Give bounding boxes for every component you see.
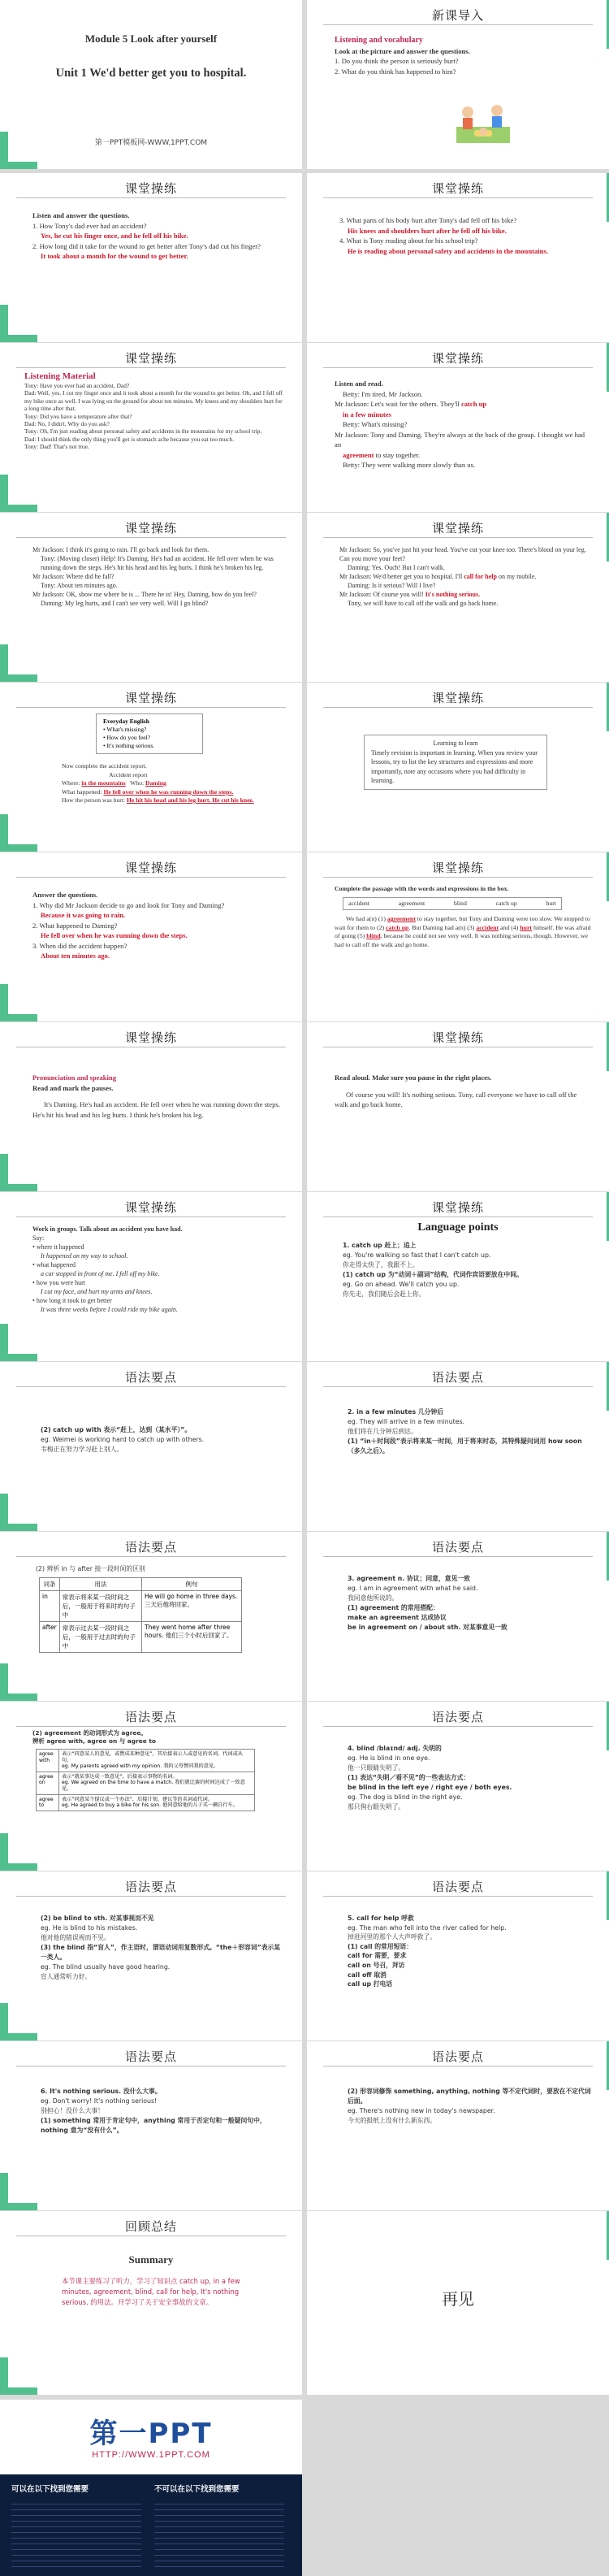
table-cell: agree to (37, 1794, 59, 1811)
accent-bar (0, 2203, 37, 2210)
table-row (37, 1772, 255, 1794)
ad-link-list[interactable] (154, 2499, 284, 2569)
word: hurt (546, 899, 556, 907)
slide-grammar-in-a-few-minutes (307, 1362, 609, 1531)
dialogue-line: Mr Jackson: Of course you will! It's nothing serious. (339, 591, 481, 598)
blank-answer: hurt (520, 923, 532, 931)
answer: His knees and shoulders hurt after he fell off his bike. (348, 226, 507, 235)
divider (16, 1726, 286, 1727)
answer: About ten minutes ago. (41, 952, 110, 960)
heading: Language points (417, 1221, 499, 1234)
slide-title-text: 语法要点 (124, 1540, 177, 1555)
point: (2) agreement 的动词形式为 agree。 (32, 1729, 147, 1737)
translation: 你先走，我们随后会赶上你。 (343, 1290, 425, 1298)
point: (2) catch up with 表示“赶上，达到（某水平）”。 (41, 1426, 192, 1433)
dialogue-line: Tony: Did you have a temperature after that? (24, 412, 132, 420)
slide-complete-passage (307, 852, 609, 1021)
instruction: Listen and read. (335, 379, 383, 388)
table-cell: agree on (37, 1772, 59, 1794)
instruction: Work in groups. Talk about an accident you have had. (32, 1225, 183, 1233)
divider (16, 1216, 286, 1217)
phrase: • How do you feel? (103, 734, 151, 741)
module-title: Module 5 Look after yourself (84, 33, 218, 45)
point: (3) the blind 指“盲人”，作主语时，谓语动词用复数形式。“the＋形容词”表示某一类人。 (41, 1944, 281, 1961)
point: 4. blind /blaɪnd/ adj. 失明的 (348, 1745, 442, 1752)
slide-title-text: 课堂操练 (431, 1200, 484, 1215)
key-phrase: It's nothing serious. (425, 591, 481, 598)
goodbye-text: 再见 (442, 2289, 474, 2309)
bullet: • how you were hurt (32, 1279, 86, 1286)
site-logo: 第一PPT (89, 2418, 213, 2450)
accent-bar (0, 505, 37, 512)
slide-grammar-the-blind (0, 1871, 302, 2040)
example: eg. There's nothing new in today's newspaper. (348, 2107, 495, 2114)
example: eg. He is blind to his mistakes. (41, 1924, 138, 1932)
everyday-english-box (96, 713, 203, 754)
bullet: • what happened (32, 1261, 76, 1268)
table-row (40, 1622, 242, 1653)
slide-title-text: 课堂操练 (124, 861, 177, 875)
divider (323, 1386, 593, 1387)
table-header-row (40, 1578, 242, 1591)
slide-title-text: 语法要点 (124, 1370, 177, 1385)
ad-right-title: 不可以在以下找到您需要 (154, 2485, 240, 2494)
divider (16, 537, 286, 538)
dialogue-line: Daming: Is it serious? Will I live? (348, 582, 436, 589)
slide-title-text: 课堂操练 (431, 181, 484, 196)
point: be blind in the left eye / right eye / both eyes. (348, 1784, 512, 1791)
divider (323, 1896, 593, 1897)
slide-listening-q1 (0, 173, 302, 342)
summary-text: 本节课主要练习了听力，学习了知识点 catch up, in a few minutes, agreement, blind, call for help, It's nothing serious. 的用法。开学习了关于安全事故的文章。 (62, 2277, 240, 2306)
slide-grammar-agreement (307, 1532, 609, 1701)
slide-title-text: 课堂操练 (124, 181, 177, 196)
point: 6. It's nothing serious. 没什么大事。 (41, 2088, 162, 2095)
slide-listen-read-3 (307, 513, 609, 682)
table-header: 例句 (142, 1578, 242, 1591)
point: 5. call for help 呼救 (348, 1915, 414, 1922)
key-phrase: catch up (460, 400, 487, 408)
ad-left-title: 可以在以下找到您需要 (11, 2485, 89, 2494)
question: 2. How long did it take for the wound to get better after Tony's dad cut his finger? (32, 241, 261, 250)
slide-lead-in (307, 0, 609, 169)
key-phrase: agreement (343, 450, 374, 459)
blank-answer: accident (476, 923, 499, 931)
learning-box (364, 735, 547, 790)
slide-grammar-blind (307, 1702, 609, 1871)
question: 3. When did the accident happen? (32, 941, 127, 950)
divider (16, 1896, 286, 1897)
instruction: Answer the questions. (32, 891, 98, 899)
heading: Listening Material (24, 371, 96, 381)
table-cell: They went home after three hours. 他们三个小时后回家了。 (142, 1622, 242, 1653)
slide-title-text: 课堂操练 (124, 1030, 177, 1045)
slide-grammar-agree (0, 1702, 302, 1871)
word: agreement (398, 899, 425, 907)
divider (323, 1726, 593, 1727)
phrase: • What's missing? (103, 726, 147, 733)
slide-grammar-in-vs-after (0, 1532, 302, 1701)
accent-bar (0, 844, 37, 852)
example: eg. They will arrive in a few minutes. (348, 1418, 465, 1425)
word: catch up (495, 899, 517, 907)
translation: 你走得太快了，我跟不上。 (343, 1261, 419, 1268)
slide-title-text: 语法要点 (431, 1710, 484, 1724)
point: 3. agreement n. 协议；同意，意见一致 (348, 1575, 470, 1582)
slide-title-text: 语法要点 (431, 2049, 484, 2064)
translation: 他对他的错误视而不见。 (41, 1934, 110, 1941)
instruction: Complete the passage with the words and expressions in the box. (335, 885, 509, 892)
slide-title-text: 语法要点 (124, 1710, 177, 1724)
slide-title-text: 课堂操练 (124, 521, 177, 536)
word-box (343, 897, 562, 911)
slide-read-aloud (307, 1022, 609, 1191)
accent-bar (0, 1863, 37, 1871)
answer: It took about a month for the wound to get better. (41, 252, 188, 260)
table-cell: 常表示过去某一段时间之后，一般用于过去时的句子中 (59, 1622, 141, 1653)
example: It was three weeks before I could ride my bike again. (41, 1306, 178, 1313)
example: I cut my face, and hurt my arms and knees. (41, 1288, 153, 1295)
slide-title-text: 课堂操练 (431, 861, 484, 875)
phrase: call up 打电话 (348, 1980, 393, 1988)
slide-listen-read-1 (307, 343, 609, 512)
translation: 我同意他所说的。 (348, 1594, 399, 1602)
slide-title-text: 语法要点 (431, 1880, 484, 1894)
table-cell: agree with (37, 1750, 59, 1772)
slide-listening-q2 (307, 173, 609, 342)
point: (1) 表达“失明／看不见”的一些表达方式： (348, 1774, 470, 1781)
table-cell: after (40, 1622, 60, 1653)
accent-bar (0, 1014, 37, 1021)
example: It happened on my way to school. (41, 1252, 128, 1260)
dialogue-line: Tony: Dad! That's not true. (24, 443, 89, 451)
report-title: Accident report (109, 770, 148, 778)
divider (16, 1386, 286, 1387)
point: (2) be blind to sth. 对某事视而不见 (41, 1915, 154, 1922)
slide-title-text: 课堂操练 (124, 691, 177, 705)
bullet: • how long it took to get better (32, 1297, 112, 1304)
point: (1) something 常用于肯定句中，anything 常用于否定句和一般疑问句中，nothing 意为“没有什么”。 (41, 2117, 266, 2134)
dialogue-line: Mr Jackson: Let's wait for the others. They'll catch up (335, 400, 487, 408)
dialogue-line: Betty: They were walking more slowly than us. (343, 461, 476, 469)
divider (323, 1556, 593, 1557)
instruction: Now complete the accident report. (62, 762, 147, 770)
table-cell: 表示“同意某个提议或一个办法”，后接计划、建议等的名词或代词。 eg. He agreed to buy a bike for his son. 他同意给他的儿子买一辆自行车。 (59, 1794, 255, 1811)
site-link[interactable]: 第一PPT模板网-WWW.1PPT.COM (94, 139, 208, 147)
key-phrase: in a few minutes (343, 410, 391, 418)
point: (2) 辨析 in 与 after 接一段时间的区别 (36, 1565, 145, 1572)
table-cell: 表示“就某事达成一致意见”，后接表示事物的名词。 eg. We agreed on the time to have a match. 我们就比赛的时间达成了一致意见。 (59, 1772, 255, 1794)
point: 辨析 agree with, agree on 与 agree to (32, 1737, 156, 1745)
key-phrase: call for help (464, 573, 497, 580)
dialogue-line: Tony, we will have to call off the walk and go back home. (348, 600, 499, 607)
slide-learning-to-learn (307, 683, 609, 852)
question: 4. What is Tony reading about for his school trip? (339, 236, 478, 245)
example: eg. He is blind in one eye. (348, 1754, 430, 1762)
translation: 那只狗右眼失明了。 (348, 1803, 405, 1811)
answer: Because it was going to rain. (41, 911, 126, 919)
accent-bar (0, 1184, 37, 1191)
dialogue-line: Dad: I should think the only thing you'll get is stomach ache because you eat too much. (24, 435, 235, 443)
answer: He is reading about personal safety and accidents in the mountains. (348, 246, 548, 255)
example: a car stopped in front of me. I fell off my bike. (41, 1270, 160, 1277)
question: 2. What happened to Daming? (32, 921, 118, 930)
slide-title-text: 语法要点 (124, 1880, 177, 1894)
slide-summary (0, 2211, 302, 2395)
instruction: Listen and answer the questions. (32, 211, 130, 219)
dialogue-line: Mr Jackson: Where did he fall? (32, 573, 114, 580)
word: blind (453, 899, 467, 907)
table-cell: 表示“同意某人的意见，或赞成某种意见”，其后接表示人或意见的名词、代词或从句。 eg. My parents agreed with my opinion. 我的父母赞同我的意见。 (59, 1750, 255, 1772)
slide-title-text: 课堂操练 (431, 521, 484, 536)
instruction: Look at the picture and answer the questions. (335, 46, 470, 55)
slide-title-text: 课堂操练 (431, 1030, 484, 1045)
answer: He fell over when he was running down the steps. (41, 931, 188, 939)
dialogue-line: Dad: Well, yes. I cut my finger once and it took about a month for the wound to get better. Oh, and I fell off my bike once as well. I was lying on the ground for about ten minutes. My knees and my shoulders hurt for a long time after that. (24, 389, 283, 413)
divider (16, 707, 286, 708)
table-cell: He will go home in three days. 三天后他将回家。 (142, 1591, 242, 1622)
phrase: call on 号召，拜访 (348, 1961, 405, 1969)
comparison-table (39, 1577, 242, 1653)
table-cell: in (40, 1591, 60, 1622)
example: eg. You're walking so fast that I can't catch up. (343, 1251, 491, 1259)
dialogue-line: agreement to stay together. (343, 450, 421, 459)
heading: Pronunciation and speaking (32, 1073, 116, 1082)
collocation: be in agreement on / about sth. 对某事意见一致 (348, 1624, 508, 1631)
passage: We had a(n) (1) agreement to stay together, but Tony and Daming were too slow. We stopped to wait for them to (2) catch up. But Daming had a(n) (3) accident and (4) hurt himself. He was afraid of going (5) blind, because he could not see very well. It was nothing serious, though. However, we had to call off the walk and go home. (335, 915, 591, 948)
point: 2. in a few minutes 几分钟后 (348, 1408, 444, 1416)
blank-answer: catch up (386, 923, 409, 931)
table-cell: 常表示将来某一段时间之后，一般用于将来时的句子中 (59, 1591, 141, 1622)
slide-title (0, 0, 302, 169)
dialogue-line: Mr Jackson: We'd better get you to hospital. I'll call for help on my mobile. (339, 573, 537, 580)
translation: 盲人通常听力好。 (41, 1973, 92, 1980)
table-row (37, 1750, 255, 1772)
collocation: make an agreement 达成协议 (348, 1614, 447, 1621)
divider (16, 1556, 286, 1557)
slide-title-text: 课堂操练 (124, 1200, 177, 1215)
translation: 他们将在几分钟后到达。 (348, 1428, 417, 1435)
accident-picture (456, 99, 510, 143)
divider (323, 197, 593, 198)
heading: Summary (128, 2253, 174, 2266)
agree-table (36, 1749, 255, 1811)
slide-title-text: 课堂操练 (124, 351, 177, 366)
example: eg. The man who fell into the river called for help. (348, 1923, 507, 1932)
divider (323, 367, 593, 368)
slide-title-text: 回顾总结 (124, 2219, 177, 2234)
table-row (40, 1591, 242, 1622)
phrase: • It's nothing serious. (103, 742, 155, 749)
example: eg. Don't worry! It's nothing serious! (41, 2097, 158, 2105)
heading: Listening and vocabulary (335, 36, 423, 45)
slide-listening-material (0, 343, 302, 512)
example: eg. Weimei is working hard to catch up with others. (41, 1436, 205, 1443)
question: 1. Do you think the person is seriously hurt? (335, 57, 459, 65)
slide-group-work (0, 1192, 302, 1361)
ad-link-list[interactable] (11, 2499, 141, 2569)
example: eg. The blind usually have good hearing. (41, 1963, 171, 1971)
slide-answer-questions (0, 852, 302, 1021)
translation: 今天的报纸上没有什么新东西。 (348, 2117, 437, 2124)
slide-grammar-catch-up-with (0, 1362, 302, 1531)
slide-grammar-nothing-serious (0, 2041, 302, 2210)
example: eg. The dog is blind in the right eye. (348, 1793, 463, 1801)
phrase: call off 取消 (348, 1971, 387, 1979)
accent-bar (0, 1524, 37, 1531)
slide-title-text: 语法要点 (431, 1540, 484, 1555)
word: accident (348, 899, 369, 907)
point: (2) 形容词修饰 something, anything, nothing 等不定代词时，要放在不定代词后面。 (348, 2088, 591, 2105)
site-url[interactable]: HTTP://WWW.1PPT.COM (92, 2450, 210, 2460)
dialogue-line: Tony: Oh, I'm just reading about personal safety and accidents in the mountains for my school trip. (24, 427, 262, 436)
divider (323, 877, 593, 878)
blank-answer: blind (366, 932, 381, 940)
accent-bar (0, 2033, 37, 2040)
divider (16, 877, 286, 878)
translation: 掉进河里的那个人大声呼救了。 (348, 1933, 437, 1941)
divider (323, 537, 593, 538)
accent-bar (0, 162, 37, 169)
footer-ad (0, 2400, 302, 2576)
dialogue-line: Dad: No, I didn't. Why do you ask? (24, 420, 110, 428)
question: 3. What parts of his body hurt after Tony's dad fell off his bike? (339, 216, 517, 224)
instruction: Read and mark the pauses. (32, 1083, 114, 1092)
answer: Yes, he cut his finger once, and he fell off his bike. (41, 232, 188, 240)
report-how: How the person was hurt: He hit his head and his leg hurt. He cut his knee. (62, 796, 254, 804)
table-row (37, 1794, 255, 1811)
box-heading: Learning to learn (433, 739, 478, 747)
slide-listen-read-2 (0, 513, 302, 682)
dialogue-line: Tony: About ten minutes ago. (41, 582, 118, 589)
point: (1) “in＋时间段”表示将来某一时间，用于将来时态，其特殊疑问词用 how soon（多久之后）。 (348, 1438, 582, 1455)
passage: It's Daming. He's had an accident. He fell over when he was running down the steps. He's hit his head and his leg hurts. I think he's broken his leg. (32, 1100, 280, 1119)
accent-bar (0, 335, 37, 342)
accent-bar (0, 1354, 37, 1361)
divider (16, 367, 286, 368)
accent-bar (0, 1693, 37, 1701)
slide-title-text: 课堂操练 (431, 351, 484, 366)
blank-answer: agreement (387, 915, 416, 923)
slide-goodbye (307, 2211, 609, 2395)
dialogue-line: Daming: My leg hurts, and I can't see very well. Will I go blind? (41, 600, 209, 607)
point: (1) call 的常用短语： (348, 1942, 412, 1950)
slide-title-text: 语法要点 (431, 1370, 484, 1385)
divider (323, 1216, 593, 1217)
report-what: What happened: He fell over when he was running down the steps. (62, 787, 234, 796)
dialogue-line: Tony: Have you ever had an accident, Dad? (24, 382, 130, 389)
accent-bar (0, 674, 37, 682)
slide-title-text: 课堂操练 (431, 691, 484, 705)
point: 1. catch up 赶上；追上 (343, 1242, 417, 1249)
dialogue-line: Betty: What's missing? (343, 420, 408, 428)
box-heading: Everyday English (103, 718, 149, 725)
question: 1. How Tony's dad ever had an accident? (32, 221, 147, 230)
question: 2. What do you think has happened to him? (335, 67, 456, 76)
bullet: • where it happened (32, 1243, 84, 1251)
dialogue-line: Mr Jackson: OK, show me where he is ... There he is! Hey, Daming, how do you feel? (32, 591, 257, 598)
dialogue-line: Daming: Yes. Ouch! But I can't walk. (348, 564, 445, 571)
translation: 别担心！没什么大事！ (41, 2107, 104, 2114)
ad-banner (0, 2400, 302, 2474)
example: eg. I am in agreement with what he said. (348, 1585, 478, 1592)
instruction: Read aloud. Make sure you pause in the right places. (335, 1073, 492, 1082)
dialogue-line: Mr Jackson: Tony and Daming. They're always at the back of the group. I thought we had an (335, 430, 585, 449)
slide-title-text: 语法要点 (124, 2049, 177, 2064)
phrase: call for 需要，要求 (348, 1952, 407, 1960)
dialogue-line: Tony: (Moving closer) Help! It's Daming. He's had an accident. He fell over when he was running down the steps. He's hit his head and his leg hurts. I think he's broken his leg. (41, 555, 274, 571)
translation: 韦梅正在努力学习赶上别人。 (41, 1446, 123, 1453)
example: eg. Go on ahead. We'll catch you up. (343, 1281, 460, 1288)
dialogue-line: Betty: I'm tired, Mr Jackson. (343, 389, 423, 398)
question: 1. Why did Mr Jackson decide to go and look for Tony and Daming? (32, 900, 225, 909)
dialogue-line: Mr Jackson: I think it's going to rain. I'll go back and look for them. (32, 546, 209, 553)
table-header: 词条 (40, 1578, 60, 1591)
label: Say: (32, 1234, 45, 1242)
slide-grammar-indefinite-pronouns (307, 2041, 609, 2210)
accent-bar (0, 2387, 37, 2395)
table-header: 用法 (59, 1578, 141, 1591)
dialogue-line: Mr Jackson: So, you've just hit your head. You've cut your knee too. There's blood on your leg. Can you move your feet? (339, 546, 586, 562)
report-where: Where: in the mountains Who: Daming (62, 779, 166, 787)
slide-title-text: 新课导入 (431, 8, 484, 23)
unit-title: Unit 1 We'd better get you to hospital. (55, 67, 247, 80)
slide-pronunciation (0, 1022, 302, 1191)
divider (16, 197, 286, 198)
divider (323, 24, 593, 25)
slide-grammar-call-for-help (307, 1871, 609, 2040)
point: (1) catch up 为“动词＋副词”结构，代词作宾语要放在中间。 (343, 1271, 523, 1278)
divider (323, 707, 593, 708)
box-text: Timely revision is important in learning. When you review your lessons, try to list the key structures and expressions and more importantly, note any occasions where you had difficulty in learning. (371, 748, 538, 784)
slide-accident-report (0, 683, 302, 852)
translation: 他一只眼睛失明了。 (348, 1764, 405, 1772)
passage: Of course you will! It's nothing serious. Tony, call everyone we have to call off the walk and go back home. (335, 1090, 577, 1108)
point: (1) agreement 的常用搭配： (348, 1604, 439, 1611)
slide-language-points (307, 1192, 609, 1361)
